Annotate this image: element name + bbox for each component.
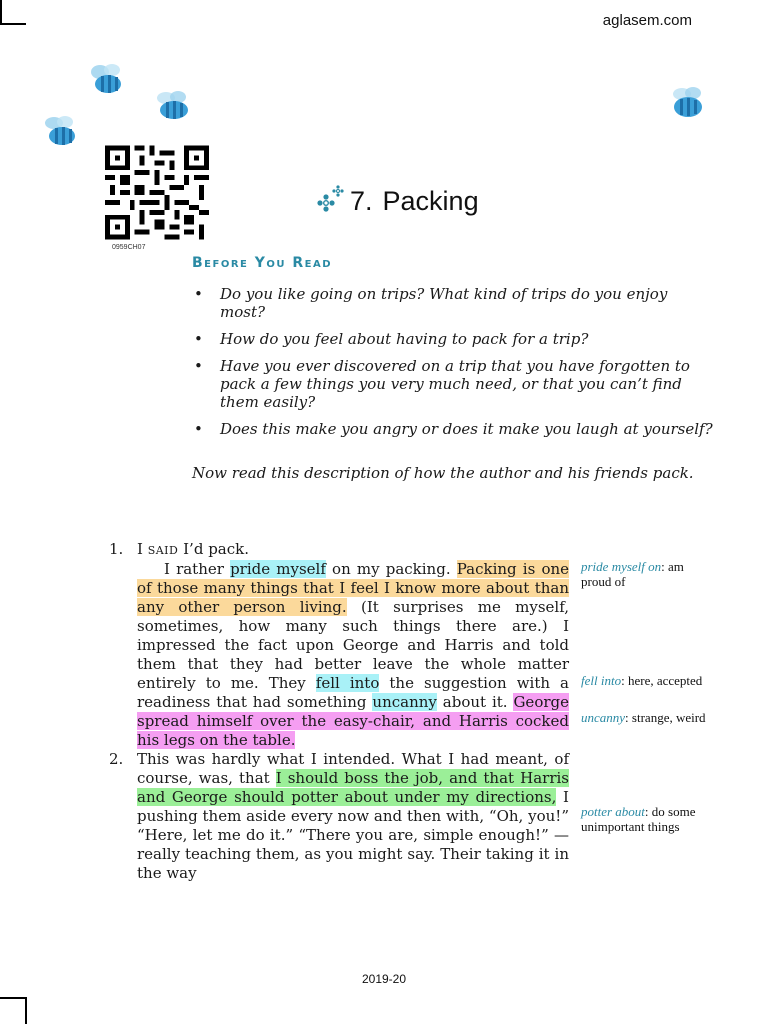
crop-mark-top [0,23,26,25]
bullet-icon: • [194,357,203,375]
crop-mark-bottom [0,997,26,999]
highlight-uncanny: uncanny [372,693,437,711]
paragraph-number: 1. [109,540,124,558]
highlight-fell-into: fell into [315,674,380,692]
highlight-boss-the-job: I should boss the job, and that Harris and George should potter about under my directions, [137,769,569,806]
paragraph-2: 2. This was hardly what I intended. What I had meant, of course, was, that I should boss the job, and that Harris and George should potter about under my directions, I pushing them aside every now and then with, “Oh, you!” “Here, let me do it.” “There you are, simple enough!” — really teaching them, as you might say. Their taking it in the way [109,750,569,882]
list-item: • Have you ever discovered on a trip that you have forgotten to pack a few things you very much need, or that you can’t find them easily? [194,357,690,411]
crop-mark-top [0,0,2,24]
crop-mark-bottom [25,997,27,1024]
bullet-icon: • [194,285,203,303]
qr-code-icon[interactable] [105,145,209,240]
site-watermark[interactable]: aglasem.com [602,12,692,29]
list-item: • Does this make you angry or does it make you laugh at yourself? [194,420,713,438]
chapter-number: 7. [350,185,373,216]
highlight-george-spread: George spread himself over the easy-chair, and Harris cocked his legs on the table. [137,693,569,749]
bee-icon [40,112,84,150]
before-you-read-heading: Before You Read [192,255,333,271]
chapter-heading [316,185,479,217]
pre-reading-questions [192,285,717,447]
glossary-item: potter about: do some unimportant things [581,804,696,834]
reading-instruction: Now read this description of how the author and his friends pack. [192,464,694,482]
story-text [109,540,570,883]
bee-icon [666,84,710,122]
small-caps-word: SAID [147,544,179,557]
glossary-item: fell into: here, accepted [581,673,703,688]
highlight-pride-myself: pride myself [230,560,326,578]
bee-icon [150,88,196,124]
flower-icon [316,185,346,217]
paragraph-number: 2. [109,750,124,768]
bullet-icon: • [194,330,203,348]
glossary-item: uncanny: strange, weird [581,710,706,725]
bee-icon [86,60,130,100]
list-item: • How do you feel about having to pack for a trip? [194,330,589,348]
paragraph-1-body: I rather pride myself on my packing. Packing is one of those many things that I feel I know more about than any other person living. (It surprises me myself, sometimes, how many such things there are.) I impressed the fact upon George and Harris and told them that they had better leave the whole matter entirely to me. They fell into the suggestion with a readiness that had something uncanny about it. George spread himself over the easy-chair, and Harris cocked his legs on the table. [137,560,570,749]
glossary-item: pride myself on: am proud of [581,559,684,589]
highlight-packing: Packing is one of those many things that I feel I know more about than any other person living. [137,560,570,616]
list-item: • Do you like going on trips? What kind of trips do you enjoy most? [194,285,668,321]
paragraph-1: 1. I SAID I’d pack. [109,540,249,558]
chapter-title: Packing [382,185,479,216]
qr-code-label: 0959CH07 [112,244,146,251]
bullet-icon: • [194,420,203,438]
page-footer-year: 2019-20 [361,972,407,986]
